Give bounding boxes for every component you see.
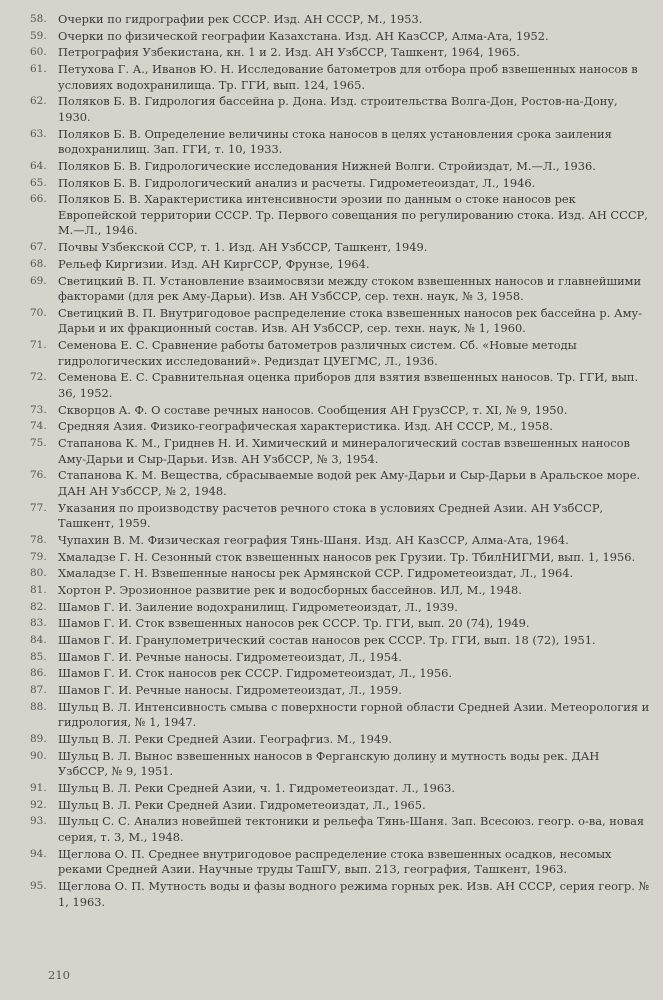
reference-entry <box>30 403 650 419</box>
reference-entry <box>30 436 650 467</box>
reference-text: Поляков Б. В. Гидрологический анализ и расчеты. Гидрометеоиздат, Л., 1946. <box>58 175 536 190</box>
reference-text: Хмаладзе Г. Н. Взвешенные наносы рек Армянской ССР. Гидрометеоиздат, Л., 1964. <box>58 566 574 581</box>
reference-entry <box>30 501 650 532</box>
reference-number: 64. <box>30 159 47 172</box>
reference-text: Очерки по гидрографии рек СССР. Изд. АН СССР, М., 1953. <box>58 12 423 26</box>
reference-entry <box>30 566 650 582</box>
reference-text: Поляков Б. В. Гидрология бассейна р. Дона. Изд. строительства Волга-Дон, Ростов-на-Дону, 1930. <box>58 94 618 124</box>
reference-entry <box>30 798 650 814</box>
reference-number: 76. <box>30 469 47 482</box>
reference-number: 62. <box>30 95 47 108</box>
reference-text: Рельеф Киргизии. Изд. АН КиргССР, Фрунзе, 1964. <box>58 256 370 271</box>
reference-text: Шульц С. С. Анализ новейшей тектоники и рельефа Тянь-Шаня. Зап. Всесоюз. геогр. о-ва, новая серия, т. 3, М., 1948. <box>58 814 645 844</box>
reference-text: Шамов Г. И. Речные наносы. Гидрометеоиздат, Л., 1959. <box>58 683 402 698</box>
reference-number: 93. <box>30 815 47 828</box>
page-number: 210 <box>48 968 70 982</box>
reference-number: 81. <box>30 583 47 596</box>
reference-number: 74. <box>30 420 47 433</box>
reference-number: 79. <box>30 550 47 563</box>
reference-text: Щеглова О. П. Мутность воды и фазы водного режима горных рек. Изв. АН СССР, серия геогр. № 1, 1963. <box>58 878 650 909</box>
reference-text: Поляков Б. В. Определение величины стока наносов в целях установления срока заиления водохранилищ. Зап. ГГИ, т. 10, 1933. <box>58 126 612 157</box>
reference-entry <box>30 419 650 435</box>
reference-text: Шамов Г. И. Речные наносы. Гидрометеоиздат, Л., 1954. <box>58 649 402 664</box>
reference-text: Стапанова К. М., Гриднев Н. И. Химический и минералогический состав взвешенных наносов Аму-Дарьи и Сыр-Дарьи. Изв. АН УзбССР, № 3, 1954. <box>58 436 630 466</box>
reference-text: Чупахин В. М. Физическая география Тянь-Шаня. Изд. АН КазССР, Алма-Ата, 1964. <box>58 532 569 547</box>
reference-entry <box>30 633 650 649</box>
reference-number: 69. <box>30 274 47 287</box>
reference-text: Шамов Г. И. Заиление водохранилищ. Гидрометеоиздат, Л., 1939. <box>58 599 458 614</box>
reference-number: 59. <box>30 29 47 42</box>
reference-number: 68. <box>30 257 47 270</box>
reference-number: 78. <box>30 533 47 546</box>
reference-entry <box>30 45 650 61</box>
reference-number: 85. <box>30 650 47 663</box>
reference-text: Светицкий В. П. Внутригодовое распределение стока взвешенных наносов рек бассейна р. Аму-Дарьи и их фракционный состав. Изв. АН УзбССР, сер. техн. наук, № 1, 1960. <box>58 305 643 336</box>
reference-number: 67. <box>30 241 47 254</box>
reference-entry <box>30 468 650 499</box>
reference-number: 91. <box>30 782 47 794</box>
reference-text: Шамов Г. И. Сток наносов рек СССР. Гидрометеоиздат, Л., 1956. <box>58 666 452 681</box>
reference-entry <box>30 814 650 845</box>
reference-number: 60. <box>30 46 47 59</box>
reference-number: 75. <box>30 437 47 450</box>
reference-text: Петрография Узбекистана, кн. 1 и 2. Изд. АН УзбССР, Ташкент, 1964, 1965. <box>58 45 520 60</box>
reference-number: 89. <box>30 733 47 746</box>
reference-text: Петухова Г. А., Иванов Ю. Н. Исследование батометров для отбора проб взвешенных наносов в условиях водохранилища. Тр. ГГИ, вып. 124, 1965. <box>58 62 638 92</box>
reference-entry <box>30 127 650 158</box>
reference-entry <box>30 749 650 780</box>
reference-entry <box>30 240 650 256</box>
reference-entry <box>30 781 650 797</box>
reference-text: Семенова Е. С. Сравнительная оценка приборов для взятия взвешенных наносов. Тр. ГГИ, вып. 36, 1952. <box>58 370 639 400</box>
reference-text: Средняя Азия. Физико-географическая характеристика. Изд. АН СССР, М., 1958. <box>58 419 553 434</box>
reference-entry <box>30 159 650 175</box>
reference-entry <box>30 550 650 566</box>
reference-entry <box>30 616 650 632</box>
reference-entry <box>30 257 650 273</box>
reference-number: 88. <box>30 700 47 713</box>
reference-text: Шамов Г. И. Сток взвешенных наносов рек СССР. Тр. ГГИ, вып. 20 (74), 1949. <box>58 616 530 631</box>
reference-entry <box>30 683 650 699</box>
reference-entry <box>30 306 650 337</box>
reference-number: 87. <box>30 684 47 697</box>
reference-text: Скворцов А. Ф. О составе речных наносов. Сообщения АН ГрузССР, т. XI, № 9, 1950. <box>58 402 568 417</box>
reference-number: 70. <box>30 306 47 319</box>
reference-number: 94. <box>30 847 47 860</box>
reference-text: Шульц В. Л. Реки Средней Азии, ч. 1. Гидрометеоиздат. Л., 1963. <box>58 781 455 795</box>
reference-entry <box>30 29 650 45</box>
reference-entry <box>30 176 650 192</box>
reference-number: 71. <box>30 339 47 352</box>
reference-number: 66. <box>30 193 47 206</box>
reference-entry <box>30 12 650 28</box>
reference-text: Шульц В. Л. Реки Средней Азии. Гидрометеоиздат, Л., 1965. <box>58 797 426 812</box>
reference-entry <box>30 700 650 731</box>
reference-number: 95. <box>30 879 47 892</box>
reference-text: Поляков Б. В. Характеристика интенсивности эрозии по данным о стоке наносов рек Европейской территории СССР. Тр. Первого совещания по регулированию стока. Изд. АН СССР, М.—Л., 1946. <box>58 192 648 238</box>
reference-number: 58. <box>30 13 47 25</box>
reference-entry <box>30 274 650 305</box>
reference-text: Шамов Г. И. Гранулометрический состав наносов рек СССР. Тр. ГГИ, вып. 18 (72), 1951. <box>58 633 596 647</box>
reference-text: Светицкий В. П. Установление взаимосвязи между стоком взвешенных наносов и главнейшими факторами (для рек Аму-Дарьи). Изв. АН УзбССР, сер. техн. наук, № 3, 1958. <box>58 273 642 304</box>
reference-entry <box>30 583 650 599</box>
reference-list <box>30 12 650 911</box>
reference-text: Стапанова К. М. Вещества, сбрасываемые водой рек Аму-Дарьи и Сыр-Дарьи в Аральское море. ДАН АН УзбССР, № 2, 1948. <box>58 468 641 498</box>
reference-entry <box>30 879 650 910</box>
reference-text: Очерки по физической географии Казахстана. Изд. АН КазССР, Алма-Ата, 1952. <box>58 28 549 43</box>
reference-text: Хмаладзе Г. Н. Сезонный сток взвешенных наносов рек Грузии. Тр. ТбилНИГМИ, вып. 1, 1956. <box>58 549 636 564</box>
reference-number: 90. <box>30 749 47 762</box>
reference-number: 65. <box>30 176 47 189</box>
reference-text: Шульц В. Л. Интенсивность смыва с поверхности горной области Средней Азии. Метеорология и гидрология, № 1, 1947. <box>58 699 650 730</box>
reference-entry <box>30 338 650 369</box>
reference-text: Почвы Узбекской ССР, т. 1. Изд. АН УзбССР, Ташкент, 1949. <box>58 240 428 255</box>
reference-number: 80. <box>30 567 47 580</box>
reference-entry <box>30 370 650 401</box>
reference-number: 83. <box>30 617 47 630</box>
reference-entry <box>30 192 650 239</box>
reference-number: 84. <box>30 634 47 646</box>
reference-entry <box>30 533 650 549</box>
reference-entry <box>30 732 650 748</box>
reference-number: 77. <box>30 501 47 514</box>
reference-number: 63. <box>30 127 47 140</box>
reference-entry <box>30 62 650 93</box>
reference-entry <box>30 94 650 125</box>
reference-text: Хортон Р. Эрозионное развитие рек и водосборных бассейнов. ИЛ, М., 1948. <box>58 582 522 597</box>
reference-number: 86. <box>30 667 47 680</box>
reference-text: Семенова Е. С. Сравнение работы батометров различных систем. Сб. «Новые методы гидрологических исследований». Редиздат ЦУЕГМС, Л., 1936. <box>58 338 577 368</box>
reference-entry <box>30 666 650 682</box>
reference-text: Шульц В. Л. Вынос взвешенных наносов в Ферганскую долину и мутность воды рек. ДАН УзбССР, № 9, 1951. <box>58 748 600 779</box>
reference-text: Щеглова О. П. Среднее внутригодовое распределение стока взвешенных осадков, несомых реками Средней Азии. Научные труды ТашГУ, вып. 213, география, Ташкент, 1963. <box>58 846 612 877</box>
reference-entry <box>30 600 650 616</box>
reference-text: Поляков Б. В. Гидрологические исследования Нижней Волги. Стройиздат, М.—Л., 1936. <box>58 158 596 173</box>
reference-entry <box>30 650 650 666</box>
reference-number: 72. <box>30 371 47 384</box>
reference-number: 61. <box>30 63 47 76</box>
reference-entry <box>30 847 650 878</box>
reference-number: 82. <box>30 600 47 613</box>
reference-text: Шульц В. Л. Реки Средней Азии. Географгиз. М., 1949. <box>58 732 393 747</box>
reference-number: 73. <box>30 403 47 416</box>
reference-text: Указания по производству расчетов речного стока в условиях Средней Азии. АН УзбССР, Ташкент, 1959. <box>58 500 604 531</box>
reference-number: 92. <box>30 798 47 811</box>
